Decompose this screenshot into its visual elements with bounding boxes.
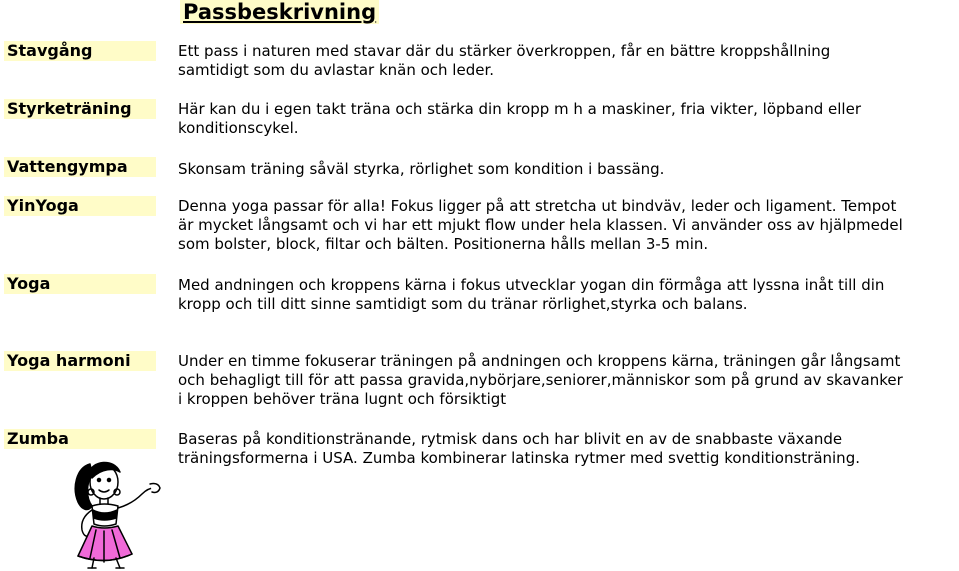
desc-line: träningsformerna i USA. Zumba kombinerar latinska rytmer med svettig konditionsträning. <box>178 449 860 467</box>
label-yoga-harmoni: Yoga harmoni <box>4 351 156 371</box>
desc-line: Ett pass i naturen med stavar där du stärker överkroppen, får en bättre kroppshållning <box>178 42 831 60</box>
desc-yinyoga <box>178 197 956 254</box>
zumba-dancer-icon <box>62 458 178 571</box>
desc-line: är mycket långsamt och vi har ett mjukt flow under hela klassen. Vi använder oss av hjälpmedel <box>178 216 903 234</box>
label-yoga: Yoga <box>4 274 156 294</box>
desc-line: Baseras på konditionstränande, rytmisk dans och har blivit en av de snabbaste växande <box>178 430 843 448</box>
label-yinyoga: YinYoga <box>4 196 156 216</box>
desc-line: konditionscykel. <box>178 119 299 137</box>
desc-line: Skonsam träning såväl styrka, rörlighet som kondition i bassäng. <box>178 160 665 178</box>
desc-line: Under en timme fokuserar träningen på andningen och kroppens kärna, träningen går långsamt <box>178 352 901 370</box>
desc-line: samtidigt som du avlastar knän och leder. <box>178 61 495 79</box>
desc-line: och behagligt till för att passa gravida,nybörjare,seniorer,människor som på grund av skavanker <box>178 371 903 389</box>
desc-line: som bolster, block, filtar och bälten. Positionerna hålls mellan 3-5 min. <box>178 235 709 253</box>
desc-line: Här kan du i egen takt träna och stärka din kropp m h a maskiner, fria vikter, löpband eller <box>178 100 861 118</box>
desc-vattengympa <box>178 160 956 179</box>
label-zumba: Zumba <box>4 429 156 449</box>
desc-line: kropp och till ditt sinne samtidigt som du tränar rörlighet,styrka och balans. <box>178 295 748 313</box>
desc-stavgang <box>178 42 956 80</box>
label-vattengympa: Vattengympa <box>4 157 156 177</box>
desc-yoga-harmoni <box>178 352 956 409</box>
label-stavgang: Stavgång <box>4 41 156 61</box>
desc-yoga <box>178 276 956 314</box>
desc-zumba <box>178 430 956 468</box>
page-title: Passbeskrivning <box>180 0 379 24</box>
desc-line: Med andningen och kroppens kärna i fokus utvecklar yogan din förmåga att lyssna inåt till din <box>178 276 885 294</box>
label-styrketraning: Styrketräning <box>4 99 156 119</box>
desc-line: Denna yoga passar för alla! Fokus ligger på att stretcha ut bindväv, leder och ligament. Tempot <box>178 197 897 215</box>
desc-line: i kroppen behöver träna lugnt och försiktigt <box>178 390 507 408</box>
desc-styrketraning <box>178 100 956 138</box>
